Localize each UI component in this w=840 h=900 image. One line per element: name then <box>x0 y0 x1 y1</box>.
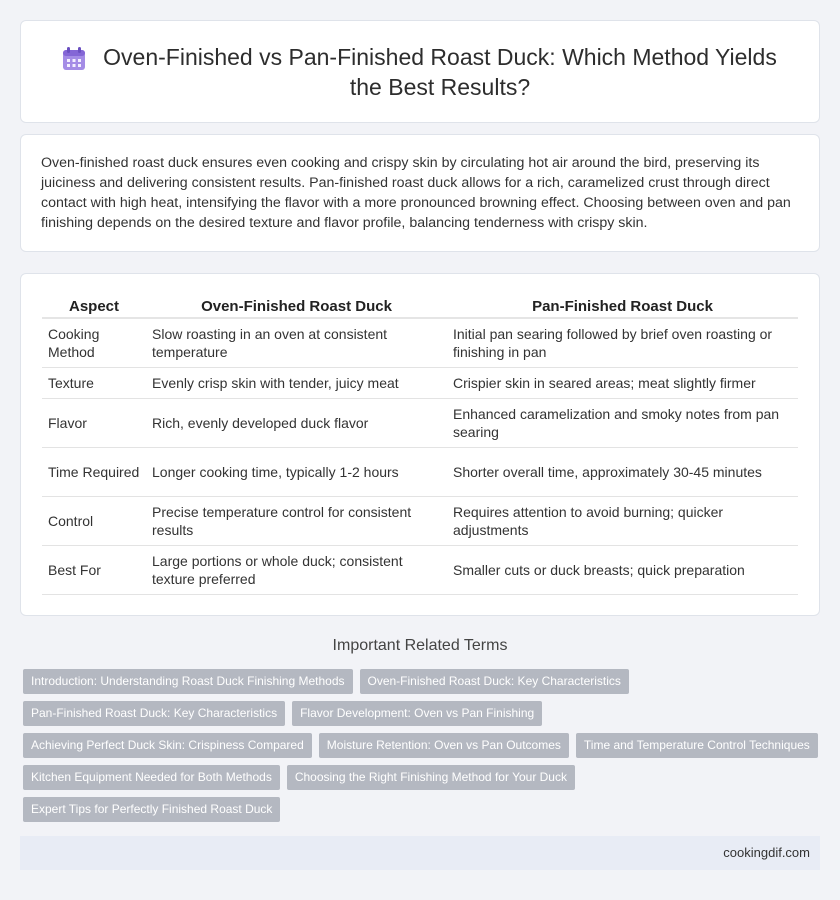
table-row <box>42 398 798 447</box>
cell-pan: Crispier skin in seared areas; meat slightly firmer <box>447 367 798 398</box>
intro-card <box>20 134 820 252</box>
related-terms-title: Important Related Terms <box>332 637 508 654</box>
cell-pan: Initial pan searing followed by brief oven roasting or finishing in pan <box>447 318 798 367</box>
cell-aspect: Best For <box>42 545 146 594</box>
table-row <box>42 318 798 367</box>
page-title: Oven-Finished vs Pan-Finished Roast Duck: Which Method Yields the Best Results? <box>103 43 777 100</box>
related-tag[interactable]: Flavor Development: Oven vs Pan Finishing <box>292 701 542 726</box>
cell-oven: Precise temperature control for consistent results <box>146 496 447 545</box>
cell-pan: Shorter overall time, approximately 30-45 minutes <box>447 447 798 496</box>
header-pan: Pan-Finished Roast Duck <box>447 294 798 318</box>
cell-pan: Requires attention to avoid burning; quicker adjustments <box>447 496 798 545</box>
related-tag[interactable]: Choosing the Right Finishing Method for Your Duck <box>287 765 575 790</box>
comparison-table-card <box>20 273 820 616</box>
related-terms-tags <box>23 669 823 829</box>
cell-pan: Smaller cuts or duck breasts; quick preparation <box>447 545 798 594</box>
cell-aspect: Texture <box>42 367 146 398</box>
cell-pan: Enhanced caramelization and smoky notes from pan searing <box>447 398 798 447</box>
related-tag[interactable]: Time and Temperature Control Techniques <box>576 733 818 758</box>
comparison-table <box>42 294 798 595</box>
related-tag[interactable]: Achieving Perfect Duck Skin: Crispiness Compared <box>23 733 312 758</box>
tag-row <box>23 733 823 758</box>
table-header-row <box>42 294 798 318</box>
cell-oven: Evenly crisp skin with tender, juicy meat <box>146 367 447 398</box>
related-tag[interactable]: Moisture Retention: Oven vs Pan Outcomes <box>319 733 569 758</box>
table-row <box>42 447 798 496</box>
cell-oven: Large portions or whole duck; consistent texture preferred <box>146 545 447 594</box>
cell-oven: Slow roasting in an oven at consistent temperature <box>146 318 447 367</box>
related-tag[interactable]: Kitchen Equipment Needed for Both Methods <box>23 765 280 790</box>
calendar-icon <box>61 46 87 72</box>
related-tag[interactable]: Oven-Finished Roast Duck: Key Characteristics <box>360 669 629 694</box>
tag-row <box>23 669 823 694</box>
cell-aspect: Time Required <box>42 447 146 496</box>
cell-aspect: Flavor <box>42 398 146 447</box>
tag-row <box>23 765 823 790</box>
cell-aspect: Cooking Method <box>42 318 146 367</box>
cell-oven: Rich, evenly developed duck flavor <box>146 398 447 447</box>
tag-row <box>23 797 823 822</box>
table-row <box>42 367 798 398</box>
table-row <box>42 496 798 545</box>
related-tag[interactable]: Pan-Finished Roast Duck: Key Characteristics <box>23 701 285 726</box>
footer <box>20 836 820 870</box>
cell-oven: Longer cooking time, typically 1-2 hours <box>146 447 447 496</box>
table-row <box>42 545 798 594</box>
title-card <box>20 20 820 123</box>
related-tag[interactable]: Introduction: Understanding Roast Duck Finishing Methods <box>23 669 353 694</box>
cell-aspect: Control <box>42 496 146 545</box>
title-wrap <box>61 42 779 102</box>
header-aspect: Aspect <box>42 294 146 318</box>
related-tag[interactable]: Expert Tips for Perfectly Finished Roast Duck <box>23 797 280 822</box>
footer-site[interactable]: cookingdif.com <box>723 845 810 860</box>
intro-text: Oven-finished roast duck ensures even cooking and crispy skin by circulating hot air around the bird, preserving its juiciness and delivering consistent results. Pan-finished roast duck allows for a rich, caramelized crust through direct contact with high heat, intensifying the flavor with a more pronounced browning effect. Choosing between oven and pan finishing depends on the desired texture and flavor profile, balancing tenderness with crispy skin. <box>41 155 791 231</box>
tag-row <box>23 701 823 726</box>
header-oven: Oven-Finished Roast Duck <box>146 294 447 318</box>
